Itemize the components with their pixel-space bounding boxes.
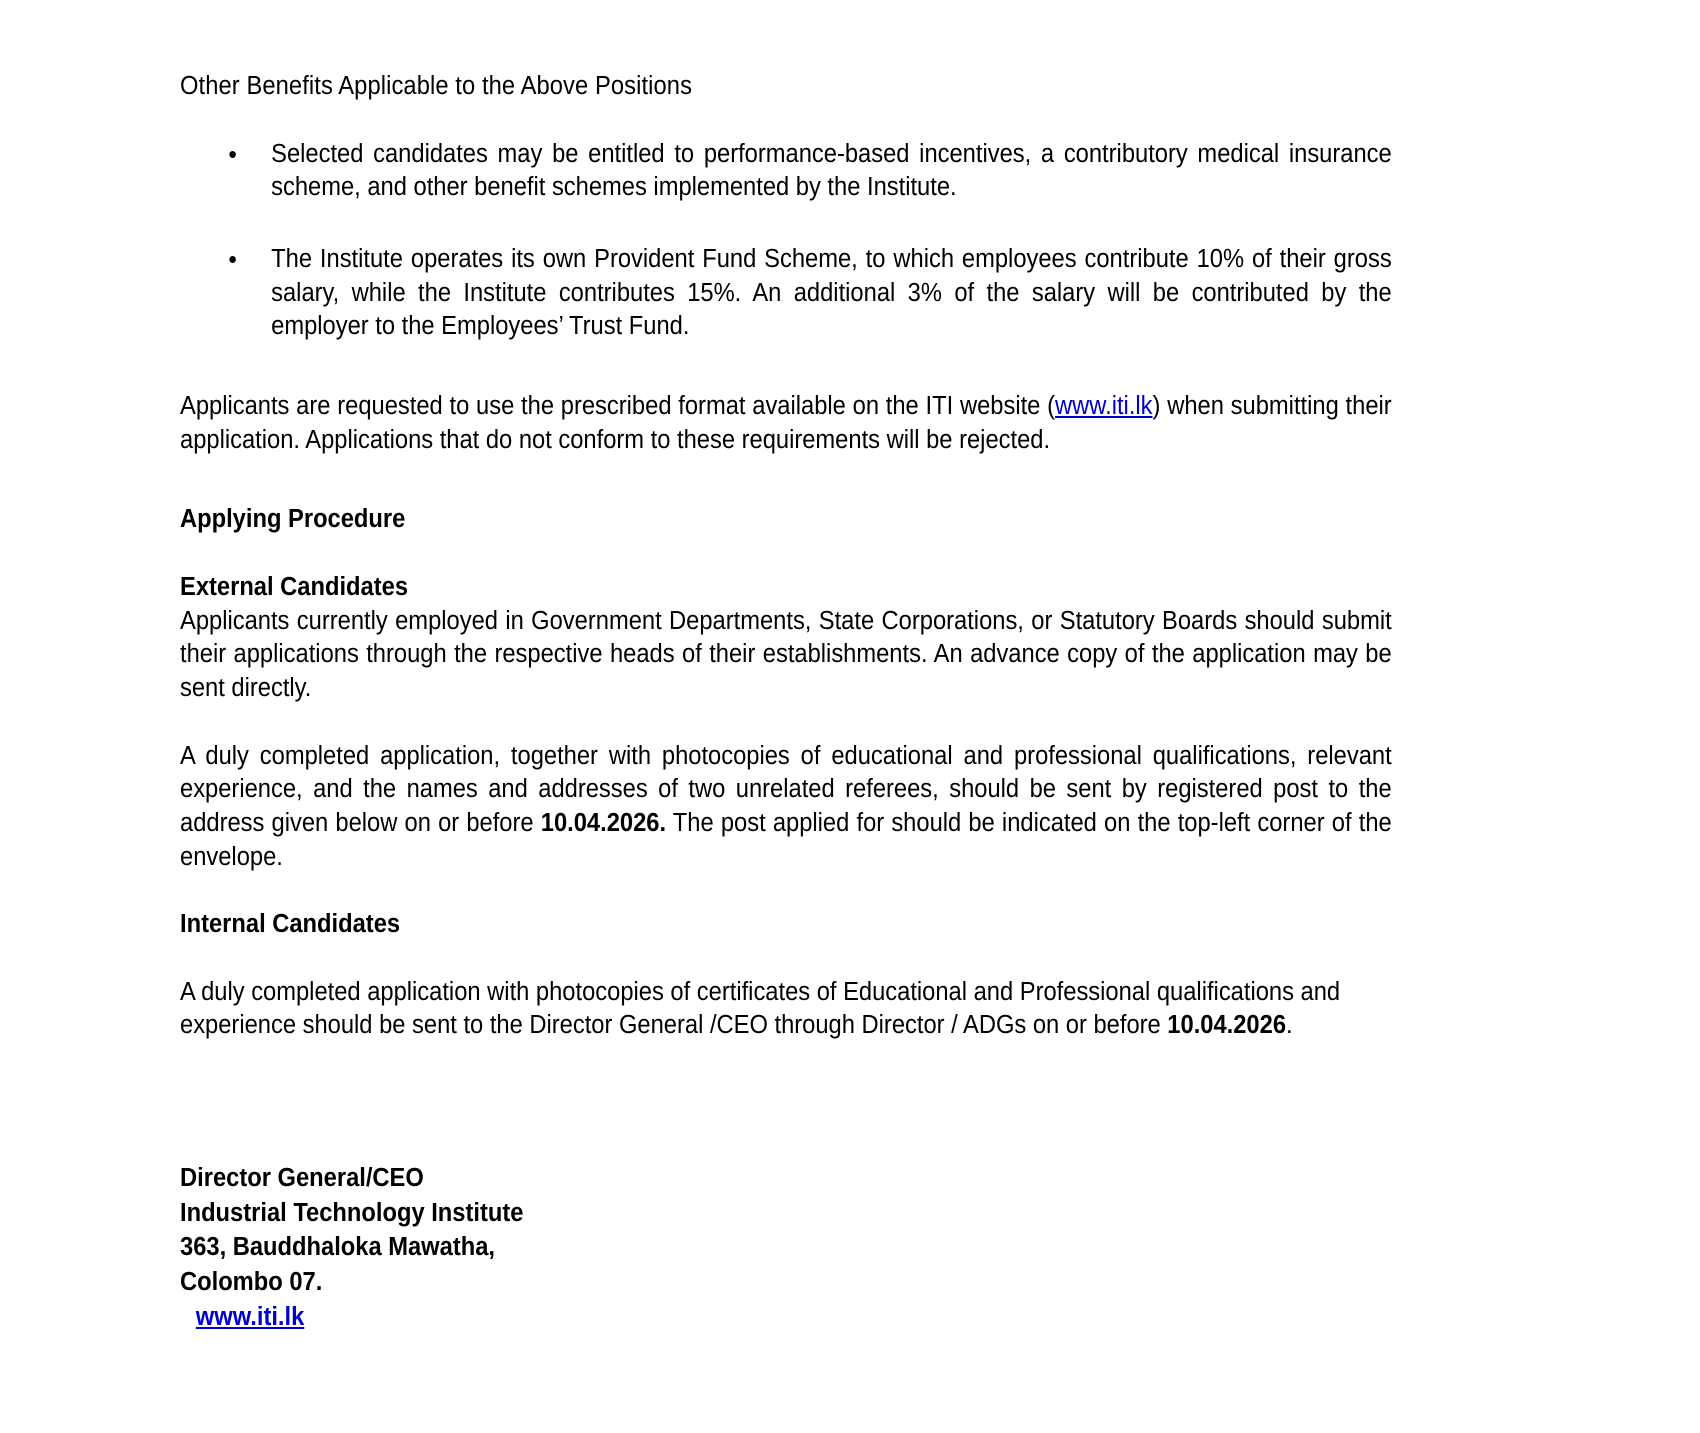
bullet-icon: • [228,243,237,274]
spacer [180,537,1392,571]
internal-paragraph-text-before: A duly completed application with photocopies of certificates of Educational and Professional qualifications and experience should be sent to the Director General /CEO through Director / ADGs on or before [180,977,1341,1040]
external-candidates-paragraph-1: Applicants currently employed in Government Departments, State Corporations, or Statutory Boards should submit their applications through the respective heads of their establishments. An advance copy of the application may be sent directly. [180,606,1392,702]
internal-deadline-date: 10.04.2026 [1167,1011,1287,1040]
list-item [180,138,1392,205]
external-paragraph-2-text-before: A duly completed application, together with photocopies of educational and professional qualifications, relevant experience, and the names and addresses of two unrelated referees, should be sent by registered post to the address given below on or before [180,741,1392,837]
internal-candidates-heading: Internal Candidates [180,910,401,939]
prescribed-format-paragraph [180,390,1392,457]
spacer [180,942,1392,976]
other-benefits-heading: Other Benefits Applicable to the Above Positions [180,72,693,100]
bullet-icon: • [228,138,237,169]
footer-address-block [180,1161,1392,1334]
list-item-text: The Institute operates its own Provident Fund Scheme, to which employees contribute 10% of their gross salary, while the Institute contributes 15%. An additional 3% of the salary will be contributed by the employer to the Employees’ Trust Fund. [271,244,1392,341]
list-item-text: Selected candidates may be entitled to performance-based incentives, a contributory medical insurance scheme, and other benefit schemes implemented by the Institute. [271,139,1392,202]
spacer [180,457,1392,503]
footer-line-street: 363, Bauddhaloka Mawatha, [180,1233,495,1262]
footer-line-designation: Director General/CEO [180,1164,424,1193]
footer-line-city: Colombo 07. [180,1268,323,1297]
external-candidates-paragraph-2 [180,740,1392,875]
footer-website-line [180,1300,1392,1335]
spacer [180,706,1392,740]
spacer [180,1043,1392,1161]
spacer [180,344,1392,390]
internal-paragraph-text-after: . [1286,1011,1293,1040]
other-benefits-list [180,138,1392,344]
external-candidates-heading: External Candidates [180,572,409,601]
applying-procedure-heading: Applying Procedure [180,505,406,534]
spacer [180,104,1392,138]
spacer [180,874,1392,908]
prescribed-format-text-before: Applicants are requested to use the prescribed format available on the ITI website ( [180,391,1056,420]
internal-candidates-paragraph [180,976,1392,1043]
footer-line-institute: Industrial Technology Institute [180,1198,524,1227]
iti-website-link[interactable]: www.iti.lk [1055,391,1153,420]
list-item [180,243,1392,344]
prescribed-format-text-after: ) when submitting their application. Applications that do not conform to these requirements will be rejected. [180,391,1392,454]
footer-iti-website-link[interactable]: www.iti.lk [195,1302,305,1331]
document-body [180,70,1392,1334]
external-paragraph-2-text-after: The post applied for should be indicated on the top-left corner of the envelope. [180,808,1392,871]
external-deadline-date: 10.04.2026. [540,808,667,837]
